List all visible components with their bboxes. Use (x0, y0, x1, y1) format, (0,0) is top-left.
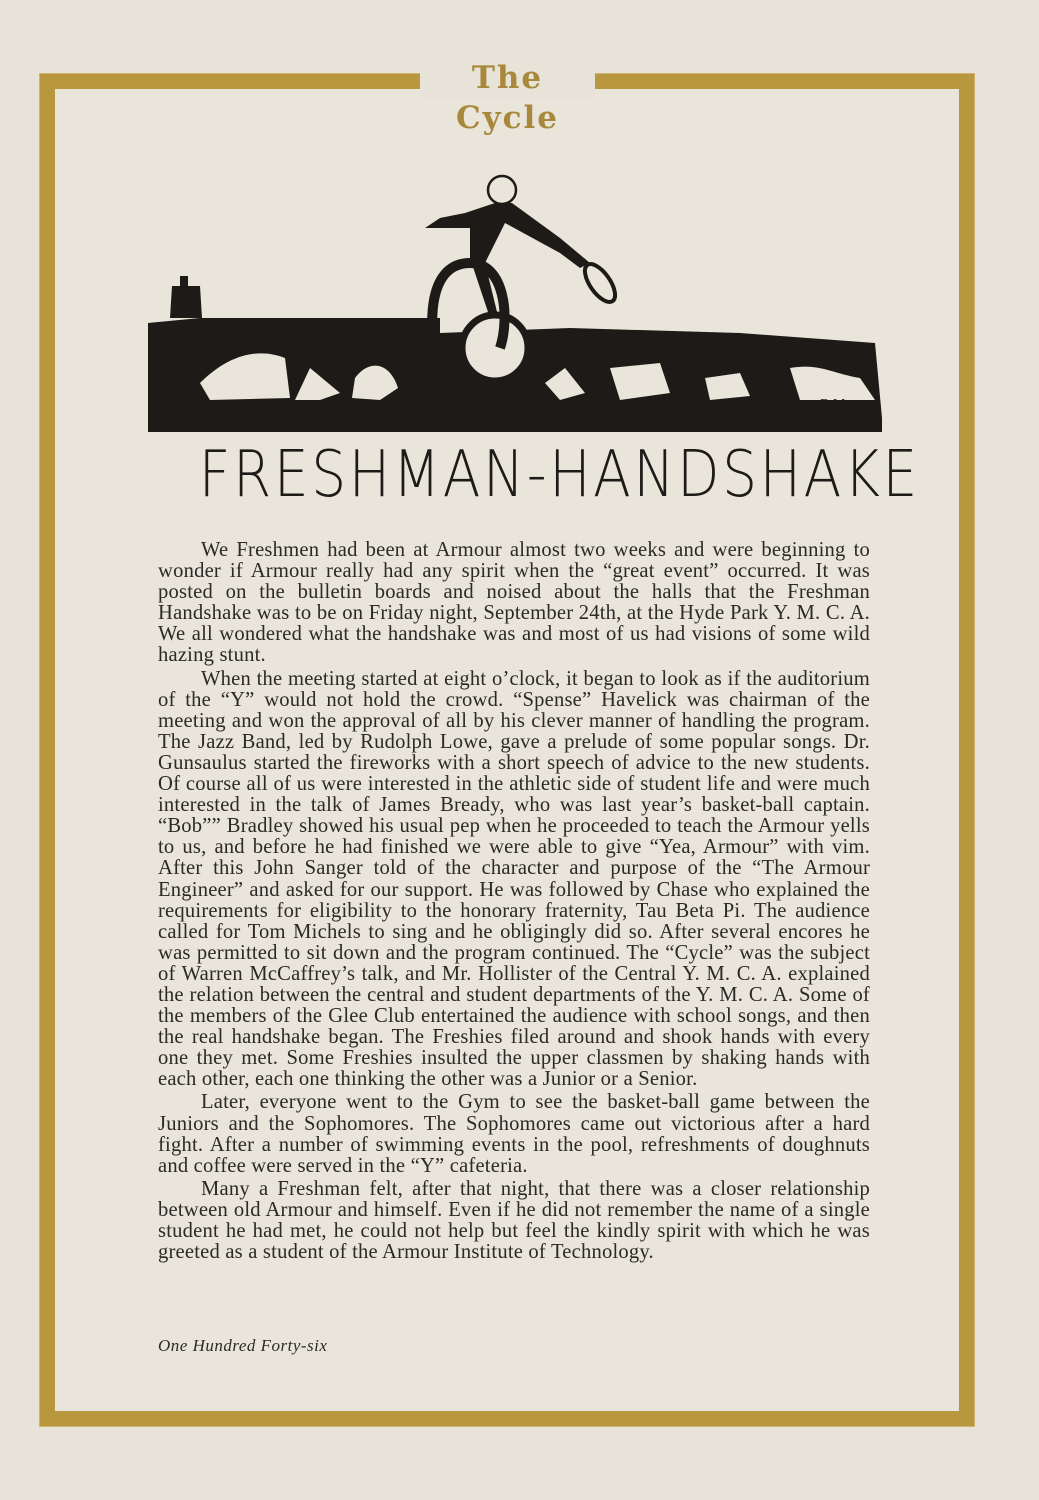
paragraph-1: We Freshmen had been at Armour almost two weeks and were beginning to wonder if Armour really had any spirit when the “great event” occurred. It was posted on the bulletin boards and noised about the halls that the Freshman Handshake was to be on Friday night, September 24th, at the Hyde Park Y. M. C. A. We all wondered what the handshake was and most of us had visions of some wild hazing stunt. (158, 539, 870, 667)
tambourine (579, 259, 621, 307)
paragraph-2: When the meeting started at eight o’clock, it began to look as if the auditorium of the “Y” would not hold the crowd. “Spense” Havelick was chairman of the meeting and won the approval of all by his clever manner of handling the program. The Jazz Band, led by Rudolph Lowe, gave a prelude of some popular songs. Dr. Gunsaulus started the fireworks with a short speech of advice to the new students. Of course all of us were interested in the athletic side of student life and were much interested in the talk of James Bready, who was last year’s basket-ball captain. “Bob”” Bradley showed his usual pep when he proceeded to teach the Armour yells to us, and before he had finished we were able to give “Yea, Armour” with vim. After this John Sanger told of the character and purpose of the “The Armour Engineer” and asked for our support. He was followed by Chase who explained the requirements for eligibility to the honorary fraternity, Tau Beta Pi. The audience called for Tom Michels to sing and he obligingly did so. After several encores he was permitted to sit down and the program continued. The “Cycle” was the subject of Warren McCaffrey’s talk, and Mr. Hollister of the Central Y. M. C. A. explained the relation between the central and student departments of the Y. M. C. A. Some of the members of the Glee Club entertained the audience with school songs, and then the real handshake began. The Freshies filed around and shook hands with every one they met. Some Freshies insulted the upper classmen by shaking hands with each other, each one thinking the other was a Junior or a Senior. (158, 667, 870, 1091)
article-body (158, 540, 870, 1263)
article-headline: FRESHMAN-HANDSHAKE (198, 438, 920, 512)
running-title: The Cycle (420, 58, 595, 98)
artist-initials: B.M. (820, 397, 849, 412)
chimney-silhouette (170, 276, 202, 318)
paragraph-4: Many a Freshman felt, after that night, that there was a closer relationship between old Armour and himself. Even if he did not remember the name of a single student he had met, he could not help but feel the kindly spirit with which he was greeted as a student of the Armour Institute of Technology. (158, 1177, 870, 1264)
paragraph-3: Later, everyone went to the Gym to see the basket-ball game between the Juniors and the Sophomores. The Sophomores came out victorious after a hard fight. After a number of swimming events in the pool, refreshments of doughnuts and coffee were served in the “Y” cafeteria. (158, 1091, 870, 1177)
globe (462, 315, 528, 381)
header-illustration (140, 168, 885, 443)
page-number: One Hundred Forty-six (158, 1336, 328, 1355)
